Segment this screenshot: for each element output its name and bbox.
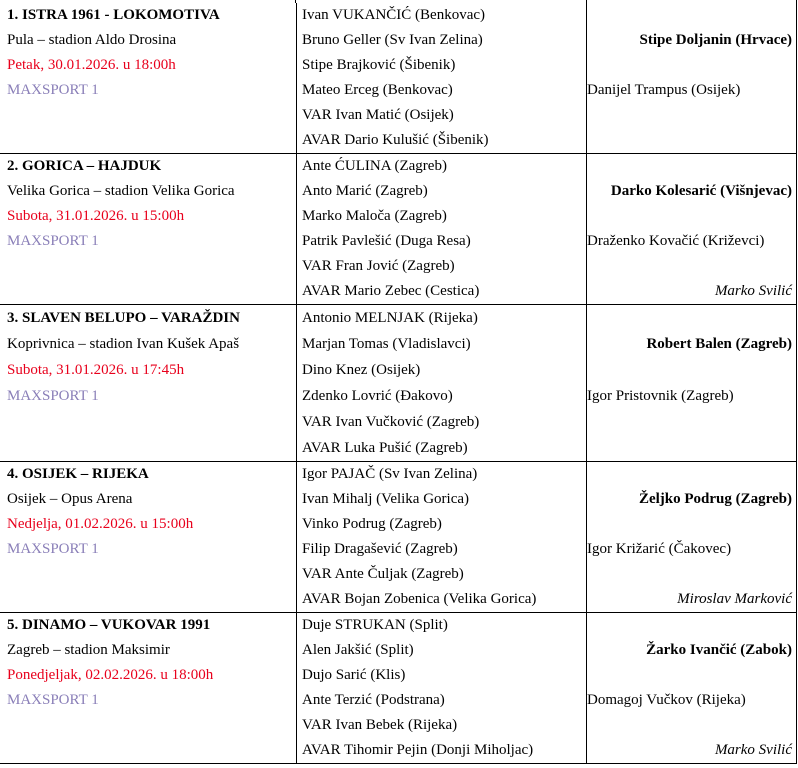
match-info-cell (0, 279, 297, 305)
match-row (0, 738, 797, 764)
official-cell (297, 179, 587, 204)
official-cell (297, 409, 587, 435)
match-row (0, 409, 797, 435)
observer-name: Marko Svilić (714, 742, 792, 758)
match-row (0, 279, 797, 305)
match-info-cell (0, 254, 297, 279)
var-official: VAR Ivan Vučković (Zagreb) (302, 414, 480, 430)
delegate-name: Robert Balen (Zagreb) (646, 336, 792, 352)
official-cell (297, 128, 587, 154)
match-title: 3. SLAVEN BELUPO – VARAŽDIN (7, 310, 240, 326)
official-cell (297, 487, 587, 512)
official-cell (297, 53, 587, 78)
delegate-cell (587, 537, 797, 562)
official-cell (297, 638, 587, 663)
match-info-cell (0, 738, 297, 764)
delegate-cell (587, 462, 797, 488)
official-cell (297, 462, 587, 488)
assistant-official: Marjan Tomas (Vladislavci) (302, 336, 471, 352)
delegate-cell (587, 128, 797, 154)
match-info-cell (0, 462, 297, 488)
match-row (0, 154, 797, 180)
assistant-official: Dino Knez (Osijek) (302, 362, 421, 378)
var-official: VAR Ivan Matić (Osijek) (302, 107, 454, 123)
match-datetime: Ponedjeljak, 02.02.2026. u 18:00h (7, 667, 214, 683)
official-cell (297, 357, 587, 383)
supervisor-name: Danijel Trampus (Osijek) (587, 82, 741, 98)
match-row (0, 331, 797, 357)
assistant-official: Zdenko Lovrić (Đakovo) (302, 388, 453, 404)
delegate-cell (587, 331, 797, 357)
match-row (0, 487, 797, 512)
official-cell (297, 204, 587, 229)
main-referee: Ante ĆULINA (Zagreb) (302, 158, 447, 174)
main-referee: Duje STRUKAN (Split) (302, 617, 448, 633)
supervisor-name: Igor Pristovnik (Zagreb) (587, 388, 734, 404)
official-cell (297, 512, 587, 537)
assistant-official: Bruno Geller (Sv Ivan Zelina) (302, 32, 483, 48)
match-info-cell (0, 487, 297, 512)
match-row (0, 229, 797, 254)
official-cell (297, 279, 587, 305)
delegate-name: Darko Kolesarić (Višnjevac) (610, 183, 792, 199)
main-referee: Igor PAJAČ (Sv Ivan Zelina) (302, 466, 478, 482)
var-official: VAR Ante Čuljak (Zagreb) (302, 566, 464, 582)
official-cell (297, 305, 587, 332)
delegate-cell (587, 587, 797, 613)
match-datetime: Subota, 31.01.2026. u 15:00h (7, 208, 185, 224)
assistant-official: Stipe Brajković (Šibenik) (302, 57, 456, 73)
match-row (0, 435, 797, 462)
assistant-official: Ivan Mihalj (Velika Gorica) (302, 491, 470, 507)
delegate-cell (587, 279, 797, 305)
delegate-cell (587, 435, 797, 462)
delegate-name: Žarko Ivančić (Zabok) (646, 642, 792, 658)
match-venue: Zagreb – stadion Maksimir (7, 642, 170, 658)
main-referee: Antonio MELNJAK (Rijeka) (302, 310, 478, 326)
match-row (0, 688, 797, 713)
match-venue: Osijek – Opus Arena (7, 491, 133, 507)
match-row (0, 537, 797, 562)
match-info-cell (0, 357, 297, 383)
official-cell (297, 587, 587, 613)
official-cell (297, 103, 587, 128)
match-info-cell (0, 663, 297, 688)
match-info-cell (0, 537, 297, 562)
match-venue: Pula – stadion Aldo Drosina (7, 32, 177, 48)
match-title: 1. ISTRA 1961 - LOKOMOTIVA (7, 7, 220, 23)
delegate-cell (587, 357, 797, 383)
official-cell (297, 78, 587, 103)
official-cell (297, 663, 587, 688)
delegate-cell (587, 3, 797, 28)
match-datetime: Subota, 31.01.2026. u 17:45h (7, 362, 185, 378)
match-title: 4. OSIJEK – RIJEKA (7, 466, 149, 482)
tv-channel: MAXSPORT 1 (7, 541, 99, 557)
delegate-cell (587, 229, 797, 254)
delegate-cell (587, 713, 797, 738)
match-row (0, 562, 797, 587)
delegate-cell (587, 487, 797, 512)
var-official: AVAR Tihomir Pejin (Donji Miholjac) (302, 742, 534, 758)
match-info-cell (0, 638, 297, 663)
match-info-cell (0, 613, 297, 639)
assistant-official: Marko Maloča (Zagreb) (302, 208, 447, 224)
assistant-official: Anto Marić (Zagreb) (302, 183, 428, 199)
main-referee: Ivan VUKANČIĆ (Benkovac) (302, 7, 486, 23)
match-info-cell (0, 512, 297, 537)
official-cell (297, 383, 587, 409)
delegate-name: Stipe Doljanin (Hrvace) (639, 32, 792, 48)
official-cell (297, 229, 587, 254)
delegate-cell (587, 409, 797, 435)
var-official: AVAR Luka Pušić (Zagreb) (302, 440, 468, 456)
match-info-cell (0, 28, 297, 53)
referee-schedule-table (0, 3, 797, 764)
match-info-cell (0, 587, 297, 613)
var-official: AVAR Dario Kulušić (Šibenik) (302, 132, 489, 148)
delegate-cell (587, 154, 797, 180)
delegate-cell (587, 28, 797, 53)
match-title: 5. DINAMO – VUKOVAR 1991 (7, 617, 211, 633)
assistant-official: Vinko Podrug (Zagreb) (302, 516, 442, 532)
match-row (0, 28, 797, 53)
match-info-cell (0, 103, 297, 128)
official-cell (297, 331, 587, 357)
match-datetime: Nedjelja, 01.02.2026. u 15:00h (7, 516, 194, 532)
official-cell (297, 562, 587, 587)
var-official: AVAR Bojan Zobenica (Velika Gorica) (302, 591, 537, 607)
match-row (0, 305, 797, 332)
delegate-cell (587, 383, 797, 409)
delegate-cell (587, 103, 797, 128)
match-venue: Koprivnica – stadion Ivan Kušek Apaš (7, 336, 240, 352)
delegate-cell (587, 179, 797, 204)
match-row (0, 663, 797, 688)
var-official: AVAR Mario Zebec (Cestica) (302, 283, 480, 299)
match-row (0, 638, 797, 663)
delegate-cell (587, 78, 797, 103)
delegate-cell (587, 512, 797, 537)
match-row (0, 713, 797, 738)
match-info-cell (0, 562, 297, 587)
match-info-cell (0, 305, 297, 332)
official-cell (297, 3, 587, 28)
observer-name: Marko Svilić (714, 283, 792, 299)
match-info-cell (0, 688, 297, 713)
assistant-official: Mateo Erceg (Benkovac) (302, 82, 453, 98)
tv-channel: MAXSPORT 1 (7, 692, 99, 708)
match-info-cell (0, 53, 297, 78)
match-info-cell (0, 383, 297, 409)
delegate-cell (587, 613, 797, 639)
assistant-official: Filip Dragašević (Zagreb) (302, 541, 458, 557)
tv-channel: MAXSPORT 1 (7, 82, 99, 98)
official-cell (297, 713, 587, 738)
match-row (0, 78, 797, 103)
supervisor-name: Draženko Kovačić (Križevci) (587, 233, 765, 249)
match-info-cell (0, 331, 297, 357)
match-row (0, 512, 797, 537)
delegate-cell (587, 738, 797, 764)
delegate-cell (587, 663, 797, 688)
supervisor-name: Igor Križarić (Čakovec) (587, 541, 732, 557)
delegate-cell (587, 53, 797, 78)
match-info-cell (0, 435, 297, 462)
delegate-cell (587, 254, 797, 279)
match-info-cell (0, 713, 297, 738)
match-row (0, 128, 797, 154)
match-row (0, 179, 797, 204)
delegate-cell (587, 305, 797, 332)
match-row (0, 613, 797, 639)
official-cell (297, 688, 587, 713)
observer-name: Miroslav Marković (677, 591, 792, 607)
tv-channel: MAXSPORT 1 (7, 233, 99, 249)
match-info-cell (0, 179, 297, 204)
delegate-cell (587, 562, 797, 587)
match-title: 2. GORICA – HAJDUK (7, 158, 162, 174)
match-row (0, 383, 797, 409)
match-info-cell (0, 78, 297, 103)
match-info-cell (0, 204, 297, 229)
match-info-cell (0, 229, 297, 254)
assistant-official: Dujo Sarić (Klis) (302, 667, 406, 683)
assistant-official: Alen Jakšić (Split) (302, 642, 414, 658)
match-row (0, 3, 797, 28)
match-info-cell (0, 154, 297, 180)
assistant-official: Patrik Pavlešić (Duga Resa) (302, 233, 471, 249)
assistant-official: Ante Terzić (Podstrana) (302, 692, 445, 708)
match-datetime: Petak, 30.01.2026. u 18:00h (7, 57, 176, 73)
tv-channel: MAXSPORT 1 (7, 388, 99, 404)
match-row (0, 103, 797, 128)
official-cell (297, 613, 587, 639)
official-cell (297, 28, 587, 53)
match-info-cell (0, 128, 297, 154)
match-row (0, 357, 797, 383)
official-cell (297, 254, 587, 279)
match-info-cell (0, 409, 297, 435)
match-venue: Velika Gorica – stadion Velika Gorica (7, 183, 235, 199)
match-row (0, 254, 797, 279)
official-cell (297, 154, 587, 180)
delegate-cell (587, 638, 797, 663)
match-row (0, 462, 797, 488)
var-official: VAR Ivan Bebek (Rijeka) (302, 717, 458, 733)
supervisor-name: Domagoj Vučkov (Rijeka) (587, 692, 746, 708)
official-cell (297, 537, 587, 562)
var-official: VAR Fran Jović (Zagreb) (302, 258, 455, 274)
match-row (0, 204, 797, 229)
official-cell (297, 435, 587, 462)
match-info-cell (0, 3, 297, 28)
official-cell (297, 738, 587, 764)
match-row (0, 53, 797, 78)
delegate-cell (587, 688, 797, 713)
match-row (0, 587, 797, 613)
delegate-cell (587, 204, 797, 229)
delegate-name: Željko Podrug (Zagreb) (638, 491, 792, 507)
